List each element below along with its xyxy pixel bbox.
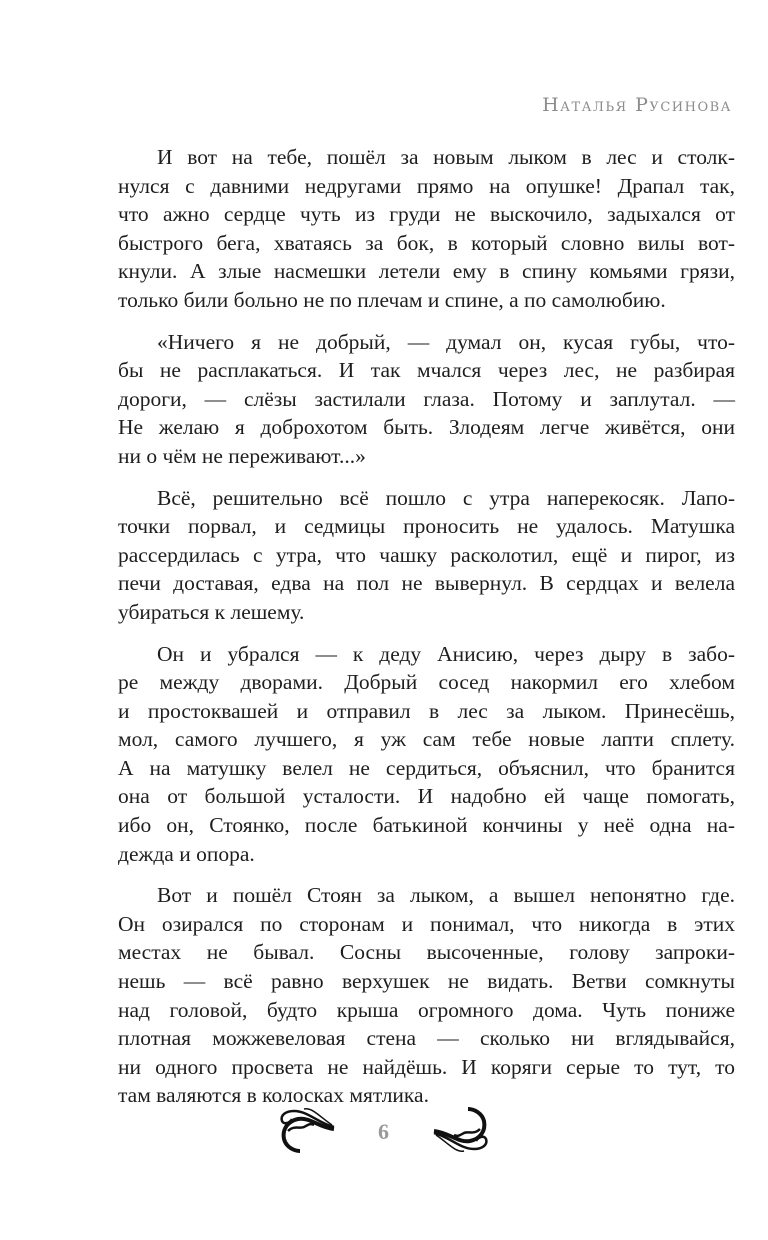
- right-ornament-icon: [430, 1105, 500, 1155]
- text-line: рассердилась с утра, что чашку расколотил, ещё и пирог, из: [118, 542, 735, 567]
- text-line: Всё, решительно всё пошло с утра наперекосяк. Лапо-: [157, 485, 735, 510]
- text-line: ни одного просвета не найдёшь. И коряги серые то тут, то: [118, 1054, 735, 1079]
- text-line: Вот и пошёл Стоян за лыком, а вышел непонятно где.: [157, 883, 735, 908]
- text-line: И вот на тебе, пошёл за новым лыком в лес и столк-: [157, 145, 735, 169]
- text-line: там валяются в колосках мятлика.: [118, 1083, 429, 1108]
- text-line: точки порвал, и седмицы проносить не удалось. Матушка: [118, 514, 735, 539]
- text-line: ре между дворами. Добрый сосед накормил его хлебом: [118, 670, 735, 695]
- paragraph: [118, 484, 735, 627]
- text-line: Он и убрался — к деду Анисию, через дыру в забо-: [157, 641, 735, 666]
- text-line: печи доставая, едва на пол не вывернул. В сердцах и велела: [118, 571, 735, 596]
- text-line: дороги, — слёзы застилали глаза. Потому и заплутал. —: [118, 386, 735, 411]
- text-line: дежда и опора.: [118, 841, 255, 866]
- text-line: ни о чём не переживают...»: [118, 443, 366, 468]
- page-body: [118, 143, 735, 1123]
- left-ornament-icon: [268, 1105, 338, 1155]
- text-line: А на матушку велел не сердиться, объяснил, что бранится: [118, 755, 735, 780]
- running-header-author: Наталья Русинова: [542, 94, 732, 116]
- text-line: и простоквашей и отправил в лес за лыком. Принесёшь,: [118, 698, 735, 723]
- text-line: что ажно сердце чуть из груди не выскочило, задыхался от: [118, 202, 735, 227]
- text-line: нешь — всё равно верхушек не видать. Ветви сомкнуты: [118, 969, 735, 994]
- text-line: быстрого бега, хватаясь за бок, в который словно вилы вот-: [118, 230, 735, 255]
- text-line: Не желаю я доброхотом быть. Злодеям легче живётся, они: [118, 415, 735, 440]
- text-line: она от большой усталости. И надобно ей чаще помогать,: [118, 784, 735, 809]
- text-line: Он озирался по сторонам и понимал, что никогда в этих: [118, 911, 735, 936]
- paragraph: [118, 143, 735, 315]
- text-line: мол, самого лучшего, я уж сам тебе новые лапти сплету.: [118, 727, 735, 752]
- page-footer: [0, 1105, 768, 1155]
- text-line: над головой, будто крыша огромного дома. Чуть пониже: [118, 997, 735, 1022]
- text-line: убираться к лешему.: [118, 599, 305, 624]
- text-line: «Ничего я не добрый, — думал он, кусая губы, что-: [157, 329, 735, 354]
- text-line: плотная можжевеловая стена — сколько ни вглядывайся,: [118, 1026, 735, 1051]
- text-line: нулся с давними недругами прямо на опушке! Драпал так,: [118, 173, 735, 198]
- text-line: кнули. А злые насмешки летели ему в спину комьями грязи,: [118, 259, 735, 284]
- paragraph: [118, 640, 735, 869]
- text-line: бы не расплакаться. И так мчался через лес, не разбирая: [118, 358, 735, 383]
- paragraph: [118, 881, 735, 1110]
- text-line: местах не бывал. Сосны высоченные, голову запроки-: [118, 940, 735, 965]
- text-line: только били больно не по плечам и спине, а по самолюбию.: [118, 287, 666, 312]
- text-line: ибо он, Стоянко, после батькиной кончины у неё одна на-: [118, 813, 735, 838]
- paragraph: [118, 328, 735, 471]
- page-number: 6: [378, 1119, 389, 1144]
